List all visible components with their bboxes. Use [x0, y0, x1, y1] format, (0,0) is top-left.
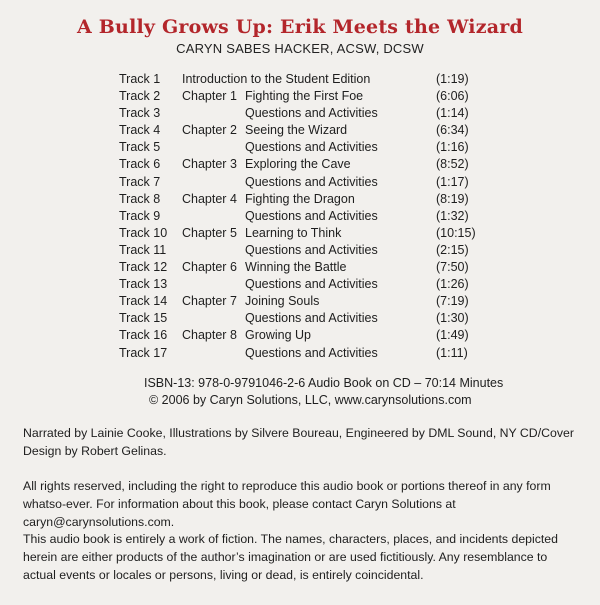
track-duration: (1:26): [436, 277, 469, 292]
track-title: Questions and Activities: [245, 345, 378, 360]
track-duration: (1:30): [436, 311, 469, 326]
author-name: CARYN SABES HACKER, ACSW, DCSW: [176, 41, 424, 56]
track-number: Track 8: [119, 191, 161, 206]
track-number: Track 12: [119, 260, 168, 275]
track-number: Track 10: [119, 225, 168, 240]
track-row: [0, 259, 600, 276]
track-title: Winning the Battle: [245, 260, 347, 275]
track-row: [0, 327, 600, 344]
track-title: Fighting the First Foe: [245, 89, 364, 104]
track-row: [0, 242, 600, 259]
track-duration: (1:17): [436, 174, 469, 189]
track-number: Track 6: [119, 157, 161, 172]
track-row: [0, 345, 600, 362]
track-number: Track 9: [119, 208, 161, 223]
track-duration: (8:52): [436, 157, 469, 172]
track-title: Questions and Activities: [245, 208, 378, 223]
track-row: [0, 225, 600, 242]
track-row: [0, 293, 600, 310]
track-chapter: Chapter 4: [182, 191, 237, 206]
track-duration: (1:14): [436, 106, 469, 121]
track-row: [0, 122, 600, 139]
track-title: Questions and Activities: [245, 140, 378, 155]
track-title: Joining Souls: [245, 294, 320, 309]
fiction-disclaimer-paragraph: This audio book is entirely a work of fiction. The names, characters, places, and incidents depicted herein are either products of the author’s imagination or are used fictitiously. Any resemblance to actual events or locales or persons, living or dead, is entirely coincidental.: [23, 532, 558, 582]
track-duration: (8:19): [436, 191, 469, 206]
track-title: Exploring the Cave: [245, 157, 351, 172]
copyright-line: © 2006 by Caryn Solutions, LLC, www.carynsolutions.com: [149, 393, 472, 407]
track-row: [0, 310, 600, 327]
track-chapter: Chapter 2: [182, 123, 237, 138]
track-duration: (1:19): [436, 72, 469, 86]
track-chapter: Chapter 7: [182, 294, 237, 309]
track-title: Questions and Activities: [245, 174, 378, 189]
track-list: [0, 71, 600, 362]
track-chapter: Chapter 6: [182, 260, 237, 275]
isbn-line: ISBN-13: 978-0-9791046-2-6 Audio Book on CD – 70:14 Minutes: [144, 376, 504, 390]
track-title: Questions and Activities: [245, 106, 378, 121]
track-duration: (1:32): [436, 208, 469, 223]
track-row: [0, 71, 600, 88]
track-chapter: Chapter 1: [182, 89, 237, 104]
track-title: Growing Up: [245, 328, 311, 343]
track-title: Fighting the Dragon: [245, 191, 355, 206]
album-title: A Bully Grows Up: Erik Meets the Wizard: [77, 16, 523, 38]
track-chapter: Chapter 5: [182, 225, 237, 240]
track-title: Learning to Think: [245, 225, 342, 240]
track-row: [0, 174, 600, 191]
track-number: Track 15: [119, 311, 168, 326]
track-row: [0, 105, 600, 122]
track-number: Track 3: [119, 106, 161, 121]
track-duration: (7:19): [436, 294, 469, 309]
track-row: [0, 208, 600, 225]
track-row: [0, 276, 600, 293]
track-duration: (6:06): [436, 89, 469, 104]
track-chapter: Chapter 8: [182, 328, 237, 343]
rights-paragraph: All rights reserved, including the right to reproduce this audio book or portions thereof in any form whatso-ever. For information about this book, please contact Caryn Solutions at caryn@carynsolutions.com.: [23, 479, 551, 529]
track-title: Seeing the Wizard: [245, 123, 348, 138]
track-row: [0, 191, 600, 208]
track-number: Track 4: [119, 123, 161, 138]
track-duration: (2:15): [436, 242, 469, 257]
track-duration: (6:34): [436, 123, 469, 138]
credits-paragraph: Narrated by Lainie Cooke, Illustrations by Silvere Boureau, Engineered by DML Sound, NY CD/Cover Design by Robert Gelinas.: [23, 426, 574, 458]
track-duration: (1:49): [436, 328, 469, 343]
track-duration: (1:16): [436, 140, 469, 155]
track-number: Track 7: [119, 174, 161, 189]
track-number: Track 14: [119, 294, 168, 309]
track-title: Questions and Activities: [245, 277, 378, 292]
track-row: [0, 88, 600, 105]
track-number: Track 13: [119, 277, 168, 292]
track-number: Track 11: [119, 242, 167, 257]
track-number: Track 1: [119, 72, 161, 86]
track-duration: (10:15): [436, 225, 476, 240]
track-number: Track 16: [119, 328, 168, 343]
track-title: Questions and Activities: [245, 311, 378, 326]
track-title: Introduction to the Student Edition: [182, 72, 371, 86]
track-row: [0, 139, 600, 156]
track-chapter: Chapter 3: [182, 157, 237, 172]
track-row: [0, 156, 600, 173]
track-number: Track 17: [119, 345, 168, 360]
track-number: Track 5: [119, 140, 161, 155]
track-title: Questions and Activities: [245, 242, 378, 257]
track-duration: (1:11): [436, 345, 468, 360]
track-duration: (7:50): [436, 260, 469, 275]
track-number: Track 2: [119, 89, 161, 104]
